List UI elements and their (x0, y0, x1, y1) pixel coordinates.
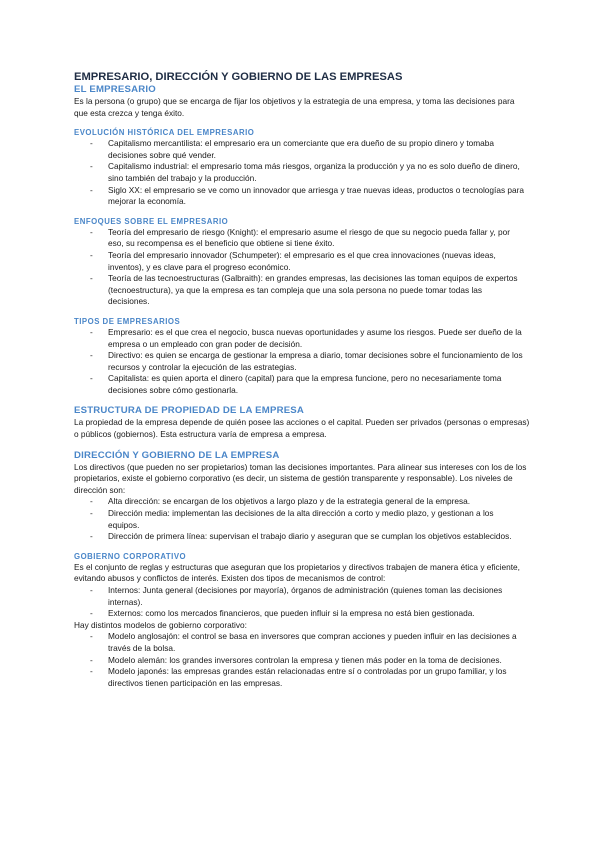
document-title: EMPRESARIO, DIRECCIÓN Y GOBIERNO DE LAS EMPRESAS (74, 71, 403, 83)
list-item: - Modelo anglosajón: el control se basa en inversores que compran acciones y pueden influir en las decisiones a través de la bolsa. (74, 631, 530, 654)
list-evolucion (74, 138, 530, 208)
list-tipos (74, 327, 530, 397)
section-heading-estructura: ESTRUCTURA DE PROPIEDAD DE LA EMPRESA (74, 405, 305, 417)
section-heading-tipos: TIPOS DE EMPRESARIOS (74, 316, 181, 326)
section-text-direccion: Los directivos (que pueden no ser propietarios) toman las decisiones importantes. Para alinear sus intereses con los de los propietarios, existe el gobierno corporativo (es decir, un sistema de gestión transparente y responsable). Los niveles de dirección son: (74, 461, 527, 495)
list-item: - Alta dirección: se encargan de los objetivos a largo plazo y de la estrategia general de la empresa. (74, 496, 530, 508)
list-item: - Externos: como los mercados financieros, que pueden influir si la empresa no está bien gestionada. (74, 608, 530, 620)
section-heading-direccion: DIRECCIÓN Y GOBIERNO DE LA EMPRESA (74, 449, 280, 461)
list-item: - Siglo XX: el empresario se ve como un innovador que arriesga y trae nuevas ideas, productos o tecnologías para mejorar la economía. (74, 185, 530, 208)
document-page (74, 70, 530, 689)
list-enfoques (74, 227, 530, 308)
list-item: - Capitalismo industrial: el empresario toma más riesgos, organiza la producción y ya no es solo dueño de dinero, sino también del trabajo y la producción. (74, 161, 530, 184)
list-item: - Directivo: es quien se encarga de gestionar la empresa a diario, tomar decisiones sobre el funcionamiento de los recursos y controlar la ejecución de las estrategias. (74, 350, 530, 373)
section-heading-empresario: EL EMPRESARIO (74, 84, 156, 95)
section-text-empresario: Es la persona (o grupo) que se encarga de fijar los objetivos y la estrategia de una empresa, y toma las decisiones para que esta crezca y tenga éxito. (74, 96, 515, 118)
section-text-gobierno: Es el conjunto de reglas y estructuras que aseguran que los propietarios y directivos trabajen de manera ética y eficiente, evitando abusos y conflictos de interés. Existen dos tipos de mecanismos de control: (74, 561, 520, 584)
list-item: - Empresario: es el que crea el negocio, busca nuevas oportunidades y asume los riesgos. Puede ser dueño de la empresa o un empleado con gran poder de decisión. (74, 327, 530, 350)
list-item: - Dirección de primera línea: supervisan el trabajo diario y aseguran que se cumplan los objetivos establecidos. (74, 531, 530, 543)
list-item: - Teoría de las tecnoestructuras (Galbraith): en grandes empresas, las decisiones las toman equipos de expertos (tecnoestructura), ya que la empresa es tan compleja que una sola persona no puede tomar todas las decisiones. (74, 273, 530, 308)
list-item: - Teoría del empresario de riesgo (Knight): el empresario asume el riesgo de que su negocio pueda fallar y, por eso, su recompensa es el beneficio que obtiene si tiene éxito. (74, 227, 530, 250)
list-item: - Dirección media: implementan las decisiones de la alta dirección a corto y medio plazo, y gestionan a los equipos. (74, 508, 530, 531)
list-item: - Capitalista: es quien aporta el dinero (capital) para que la empresa funcione, pero no necesariamente toma decisiones sobre cómo gestionarla. (74, 373, 530, 396)
list-item: - Modelo alemán: los grandes inversores controlan la empresa y tienen más poder en la toma de decisiones. (74, 655, 530, 667)
list-item: - Capitalismo mercantilista: el empresario era un comerciante que era dueño de su propio dinero y tomaba decisiones sobre qué vender. (74, 138, 530, 161)
list-item: - Modelo japonés: las empresas grandes están relacionadas entre sí o controladas por un grupo familiar, y los directivos tienen participación en las empresas. (74, 666, 530, 689)
list-mecanismos (74, 585, 530, 620)
list-item: - Internos: Junta general (decisiones por mayoría), órganos de administración (quienes toman las decisiones internas). (74, 585, 530, 608)
list-modelos (74, 631, 530, 689)
section-text-modelos: Hay distintos modelos de gobierno corporativo: (74, 619, 247, 630)
list-item: - Teoría del empresario innovador (Schumpeter): el empresario es el que crea innovaciones (nuevas ideas, inventos), y es clave para el progreso económico. (74, 250, 530, 273)
section-text-estructura: La propiedad de la empresa depende de quién posee las acciones o el capital. Pueden ser privados (personas o empresas) o públicos (gobiernos). Esta estructura varía de empresa a empresa. (74, 417, 530, 440)
section-heading-evolucion: EVOLUCIÓN HISTÓRICA DEL EMPRESARIO (74, 128, 255, 138)
section-heading-gobierno: GOBIERNO CORPORATIVO (74, 551, 187, 561)
list-niveles-direccion (74, 496, 530, 542)
section-heading-enfoques: ENFOQUES SOBRE EL EMPRESARIO (74, 216, 229, 226)
